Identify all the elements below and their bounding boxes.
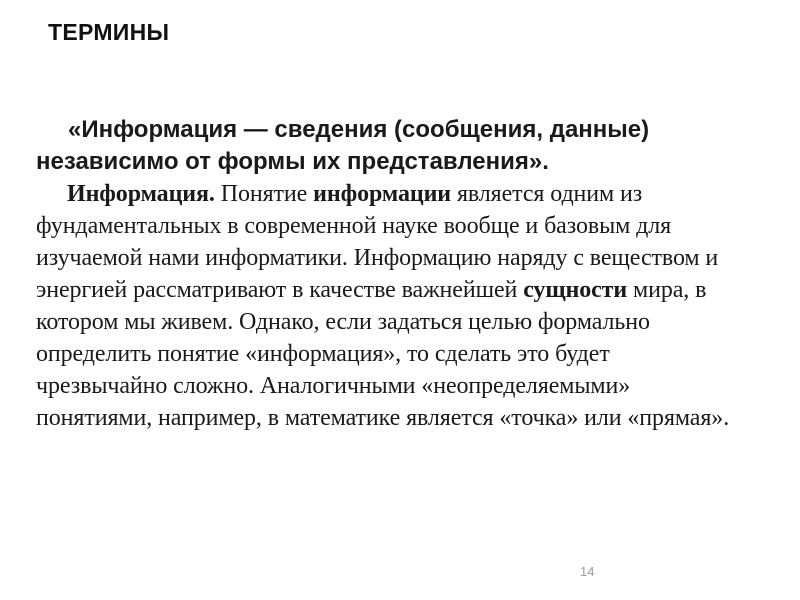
- page-number: 14: [580, 564, 595, 579]
- emphasis-information: информации: [313, 181, 452, 207]
- explanation-paragraph: [36, 178, 736, 434]
- paragraph-text-3: мира, в котором мы живем. Однако, если задаться целью формально определить понятие «информация», то сделать это будет чрезвычайно сложно. Аналогичными «неопределяемыми» понятиями, например, в математике является «точка» или «прямая».: [36, 277, 730, 431]
- emphasis-essence: сущности: [523, 277, 628, 303]
- term-lead: Информация.: [67, 181, 215, 207]
- paragraph-text-1: Понятие: [214, 181, 314, 207]
- slide-body: [36, 114, 736, 434]
- paragraph-text-2: является одним из фундаментальных в современной науке вообще и базовым для изучаемой нами информатики. Информацию наряду с веществом и энергией рассматривают в качестве важнейшей: [36, 181, 719, 303]
- definition-quote: «Информация — сведения (сообщения, данные) независимо от формы их представления».: [36, 116, 650, 175]
- slide-title: ТЕРМИНЫ: [48, 19, 170, 45]
